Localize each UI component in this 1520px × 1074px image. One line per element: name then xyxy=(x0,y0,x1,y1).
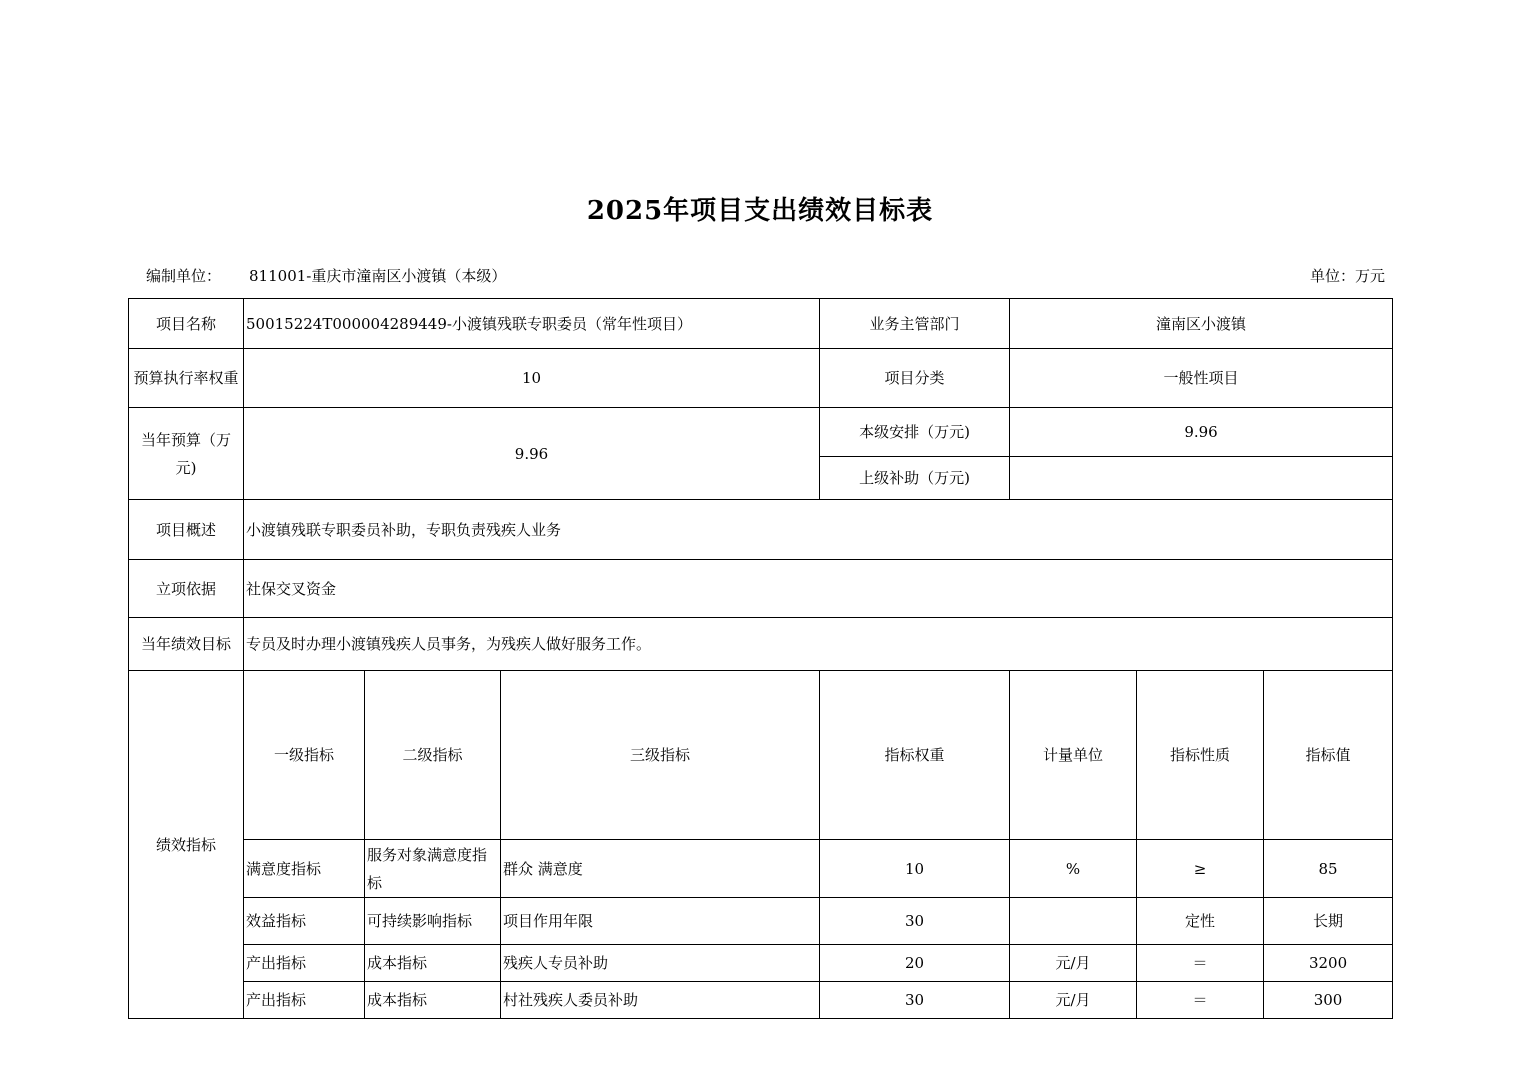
exec-weight-value: 10 xyxy=(244,349,820,408)
indicators-section-label: 绩效指标 xyxy=(129,671,244,1019)
cell-unit: % xyxy=(1010,840,1137,898)
currency-unit: 单位：万元 xyxy=(1310,267,1386,285)
compiling-unit xyxy=(146,265,506,286)
annual-goal-label: 当年绩效目标 xyxy=(129,618,244,671)
local-arrangement-label: 本级安排（万元) xyxy=(820,408,1010,457)
cell-unit: 元/月 xyxy=(1010,982,1137,1019)
overview-value: 小渡镇残联专职委员补助，专职负责残疾人业务 xyxy=(244,500,1393,560)
budget-value: 9.96 xyxy=(244,408,820,500)
cell-nature: ≥ xyxy=(1137,840,1264,898)
cell-level1: 效益指标 xyxy=(244,898,365,945)
annual-goal-value: 专员及时办理小渡镇残疾人员事务，为残疾人做好服务工作。 xyxy=(244,618,1393,671)
cell-level2: 成本指标 xyxy=(365,982,501,1019)
header-value: 指标值 xyxy=(1264,671,1393,840)
compiling-unit-value: 811001-重庆市潼南区小渡镇（本级） xyxy=(249,267,507,285)
header-level2: 二级指标 xyxy=(365,671,501,840)
header-weight: 指标权重 xyxy=(820,671,1010,840)
local-arrangement-value: 9.96 xyxy=(1010,408,1393,457)
table-row xyxy=(129,982,1393,1019)
compiling-unit-label: 编制单位： xyxy=(146,267,222,285)
cell-nature: ＝ xyxy=(1137,945,1264,982)
cell-value: 3200 xyxy=(1264,945,1393,982)
table-row xyxy=(129,945,1393,982)
project-name-value: 50015224T000004289449-小渡镇残联专职委员（常年性项目） xyxy=(244,299,820,349)
cell-level1: 满意度指标 xyxy=(244,840,365,898)
overview-label: 项目概述 xyxy=(129,500,244,560)
cell-nature: 定性 xyxy=(1137,898,1264,945)
header-nature: 指标性质 xyxy=(1137,671,1264,840)
table-row xyxy=(129,898,1393,945)
cell-level3: 村社残疾人委员补助 xyxy=(501,982,820,1019)
cell-level2: 可持续影响指标 xyxy=(365,898,501,945)
cell-nature: ＝ xyxy=(1137,982,1264,1019)
header-unit: 计量单位 xyxy=(1010,671,1137,840)
category-value: 一般性项目 xyxy=(1010,349,1393,408)
performance-target-table xyxy=(128,298,1393,1019)
cell-weight: 20 xyxy=(820,945,1010,982)
cell-value: 85 xyxy=(1264,840,1393,898)
upper-subsidy-value xyxy=(1010,457,1393,500)
table-row xyxy=(129,840,1393,898)
dept-value: 潼南区小渡镇 xyxy=(1010,299,1393,349)
header-level3: 三级指标 xyxy=(501,671,820,840)
cell-level2: 成本指标 xyxy=(365,945,501,982)
cell-unit: 元/月 xyxy=(1010,945,1137,982)
cell-level3: 项目作用年限 xyxy=(501,898,820,945)
project-name-label: 项目名称 xyxy=(129,299,244,349)
exec-weight-label: 预算执行率权重 xyxy=(129,349,244,408)
page-title: 2025年项目支出绩效目标表 xyxy=(586,196,934,226)
cell-value: 长期 xyxy=(1264,898,1393,945)
cell-weight: 10 xyxy=(820,840,1010,898)
basis-label: 立项依据 xyxy=(129,560,244,618)
dept-label: 业务主管部门 xyxy=(820,299,1010,349)
cell-level1: 产出指标 xyxy=(244,945,365,982)
cell-level1: 产出指标 xyxy=(244,982,365,1019)
header-level1: 一级指标 xyxy=(244,671,365,840)
cell-weight: 30 xyxy=(820,982,1010,1019)
cell-unit xyxy=(1010,898,1137,945)
budget-label: 当年预算（万元) xyxy=(129,408,244,500)
cell-level2: 服务对象满意度指标 xyxy=(365,840,501,898)
category-label: 项目分类 xyxy=(820,349,1010,408)
cell-level3: 残疾人专员补助 xyxy=(501,945,820,982)
cell-weight: 30 xyxy=(820,898,1010,945)
upper-subsidy-label: 上级补助（万元) xyxy=(820,457,1010,500)
basis-value: 社保交叉资金 xyxy=(244,560,1393,618)
cell-value: 300 xyxy=(1264,982,1393,1019)
cell-level3: 群众 满意度 xyxy=(501,840,820,898)
